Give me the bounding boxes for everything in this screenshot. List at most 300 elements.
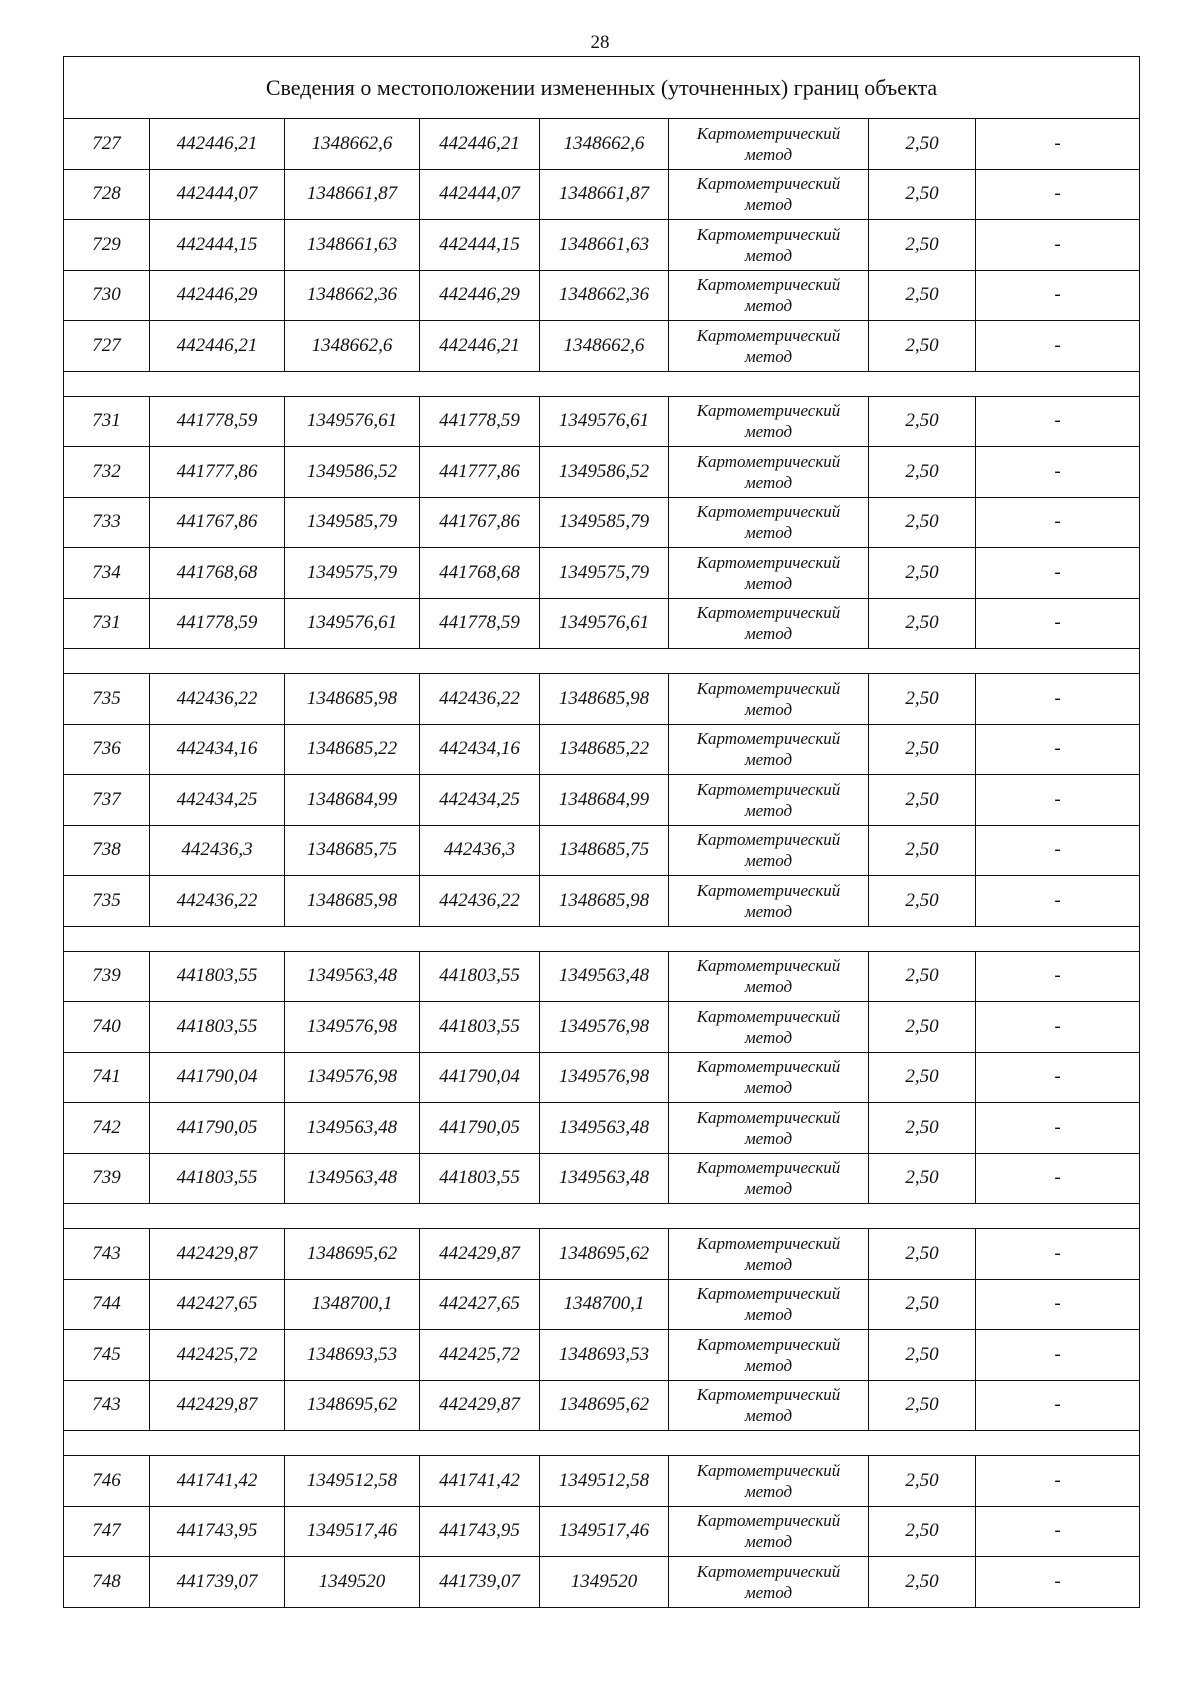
note-cell: -	[976, 1002, 1140, 1053]
group-separator-row	[64, 371, 1140, 396]
refined-x-cell: 442446,21	[420, 321, 540, 372]
point-number-cell: 734	[64, 548, 150, 599]
boundary-coordinates-table	[63, 56, 1140, 1608]
existing-x-cell: 442436,22	[150, 876, 285, 927]
method-line-2: метод	[744, 699, 793, 719]
note-cell: -	[976, 447, 1140, 498]
existing-x-cell: 442444,07	[150, 169, 285, 220]
existing-x-cell: 441778,59	[150, 598, 285, 649]
method-line-2: метод	[744, 296, 793, 316]
refined-x-cell: 442436,22	[420, 876, 540, 927]
existing-y-cell: 1348695,62	[285, 1380, 420, 1431]
point-number-cell: 738	[64, 825, 150, 876]
method-line-1: Картометрический	[696, 1511, 841, 1531]
method-line-2: метод	[744, 1305, 793, 1325]
refined-y-cell: 1348685,75	[540, 825, 669, 876]
existing-y-cell: 1348685,98	[285, 674, 420, 725]
existing-x-cell: 441778,59	[150, 396, 285, 447]
note-cell: -	[976, 119, 1140, 170]
existing-y-cell: 1349585,79	[285, 497, 420, 548]
method-cell	[669, 1153, 869, 1204]
page-number: 28	[590, 32, 610, 53]
accuracy-cell: 2,50	[869, 396, 976, 447]
existing-x-cell: 441767,86	[150, 497, 285, 548]
existing-y-cell: 1349576,61	[285, 396, 420, 447]
accuracy-cell: 2,50	[869, 1002, 976, 1053]
method-cell	[669, 1557, 869, 1608]
method-cell	[669, 220, 869, 271]
method-line-2: метод	[744, 901, 793, 921]
method-line-1: Картометрический	[696, 451, 841, 471]
method-cell	[669, 951, 869, 1002]
point-number-cell: 742	[64, 1103, 150, 1154]
refined-y-cell: 1349563,48	[540, 1153, 669, 1204]
refined-x-cell: 441743,95	[420, 1506, 540, 1557]
note-cell: -	[976, 1380, 1140, 1431]
accuracy-cell: 2,50	[869, 1456, 976, 1507]
existing-y-cell: 1348685,75	[285, 825, 420, 876]
method-line-2: метод	[744, 144, 793, 164]
refined-x-cell: 441790,04	[420, 1052, 540, 1103]
refined-y-cell: 1349575,79	[540, 548, 669, 599]
accuracy-cell: 2,50	[869, 447, 976, 498]
refined-x-cell: 442444,15	[420, 220, 540, 271]
point-number-cell: 727	[64, 119, 150, 170]
existing-x-cell: 441741,42	[150, 1456, 285, 1507]
note-cell: -	[976, 1456, 1140, 1507]
method-cell	[669, 1002, 869, 1053]
table-row	[64, 396, 1140, 447]
note-cell: -	[976, 951, 1140, 1002]
table-row	[64, 169, 1140, 220]
point-number-cell: 730	[64, 270, 150, 321]
table-row	[64, 951, 1140, 1002]
method-line-2: метод	[744, 1532, 793, 1552]
point-number-cell: 736	[64, 724, 150, 775]
method-line-2: метод	[744, 977, 793, 997]
existing-x-cell: 442429,87	[150, 1229, 285, 1280]
table-row	[64, 270, 1140, 321]
refined-x-cell: 442446,21	[420, 119, 540, 170]
accuracy-cell: 2,50	[869, 1506, 976, 1557]
method-cell	[669, 674, 869, 725]
method-line-1: Картометрический	[696, 1158, 841, 1178]
existing-y-cell: 1348685,22	[285, 724, 420, 775]
table-row	[64, 724, 1140, 775]
method-line-2: метод	[744, 1179, 793, 1199]
accuracy-cell: 2,50	[869, 1380, 976, 1431]
note-cell: -	[976, 1103, 1140, 1154]
method-line-2: метод	[744, 1027, 793, 1047]
existing-y-cell: 1349563,48	[285, 951, 420, 1002]
group-separator-row	[64, 926, 1140, 951]
existing-y-cell: 1348693,53	[285, 1330, 420, 1381]
method-line-2: метод	[744, 1355, 793, 1375]
accuracy-cell: 2,50	[869, 1330, 976, 1381]
method-line-2: метод	[744, 245, 793, 265]
note-cell: -	[976, 1052, 1140, 1103]
method-line-1: Картометрический	[696, 1006, 841, 1026]
accuracy-cell: 2,50	[869, 321, 976, 372]
table-row	[64, 876, 1140, 927]
refined-y-cell: 1348685,98	[540, 876, 669, 927]
existing-y-cell: 1349520	[285, 1557, 420, 1608]
group-separator-cell	[64, 649, 1140, 674]
existing-x-cell: 442436,3	[150, 825, 285, 876]
table-row	[64, 1002, 1140, 1053]
accuracy-cell: 2,50	[869, 825, 976, 876]
refined-x-cell: 441768,68	[420, 548, 540, 599]
refined-y-cell: 1348685,22	[540, 724, 669, 775]
refined-x-cell: 441790,05	[420, 1103, 540, 1154]
existing-x-cell: 442427,65	[150, 1279, 285, 1330]
refined-x-cell: 441739,07	[420, 1557, 540, 1608]
method-line-1: Картометрический	[696, 325, 841, 345]
method-line-1: Картометрический	[696, 1460, 841, 1480]
refined-y-cell: 1349585,79	[540, 497, 669, 548]
method-line-1: Картометрический	[696, 123, 841, 143]
accuracy-cell: 2,50	[869, 169, 976, 220]
accuracy-cell: 2,50	[869, 724, 976, 775]
method-cell	[669, 825, 869, 876]
method-cell	[669, 169, 869, 220]
refined-y-cell: 1348685,98	[540, 674, 669, 725]
method-cell	[669, 119, 869, 170]
method-line-2: метод	[744, 422, 793, 442]
method-line-1: Картометрический	[696, 1233, 841, 1253]
accuracy-cell: 2,50	[869, 951, 976, 1002]
point-number-cell: 741	[64, 1052, 150, 1103]
method-line-1: Картометрический	[696, 224, 841, 244]
table-row	[64, 825, 1140, 876]
refined-y-cell: 1348695,62	[540, 1229, 669, 1280]
note-cell: -	[976, 825, 1140, 876]
point-number-cell: 743	[64, 1380, 150, 1431]
method-line-1: Картометрический	[696, 1334, 841, 1354]
refined-y-cell: 1349563,48	[540, 951, 669, 1002]
refined-y-cell: 1348684,99	[540, 775, 669, 826]
refined-y-cell: 1349576,98	[540, 1002, 669, 1053]
accuracy-cell: 2,50	[869, 119, 976, 170]
refined-y-cell: 1348695,62	[540, 1380, 669, 1431]
note-cell: -	[976, 321, 1140, 372]
method-cell	[669, 724, 869, 775]
method-line-1: Картометрический	[696, 1385, 841, 1405]
existing-y-cell: 1349563,48	[285, 1153, 420, 1204]
method-line-2: метод	[744, 195, 793, 215]
point-number-cell: 747	[64, 1506, 150, 1557]
accuracy-cell: 2,50	[869, 497, 976, 548]
note-cell: -	[976, 1279, 1140, 1330]
existing-x-cell: 442434,25	[150, 775, 285, 826]
method-line-2: метод	[744, 1406, 793, 1426]
method-line-2: метод	[744, 1582, 793, 1602]
method-line-1: Картометрический	[696, 401, 841, 421]
table-row	[64, 674, 1140, 725]
method-cell	[669, 1103, 869, 1154]
method-cell	[669, 1279, 869, 1330]
existing-x-cell: 442425,72	[150, 1330, 285, 1381]
refined-x-cell: 441803,55	[420, 951, 540, 1002]
method-line-1: Картометрический	[696, 1057, 841, 1077]
method-cell	[669, 321, 869, 372]
existing-y-cell: 1349576,98	[285, 1002, 420, 1053]
note-cell: -	[976, 1153, 1140, 1204]
group-separator-cell	[64, 1431, 1140, 1456]
refined-x-cell: 442446,29	[420, 270, 540, 321]
table-row	[64, 220, 1140, 271]
method-line-1: Картометрический	[696, 729, 841, 749]
accuracy-cell: 2,50	[869, 598, 976, 649]
existing-x-cell: 441777,86	[150, 447, 285, 498]
method-cell	[669, 775, 869, 826]
group-separator-row	[64, 1204, 1140, 1229]
table-row	[64, 1557, 1140, 1608]
method-line-1: Картометрический	[696, 552, 841, 572]
accuracy-cell: 2,50	[869, 1279, 976, 1330]
existing-y-cell: 1349512,58	[285, 1456, 420, 1507]
table-row	[64, 1153, 1140, 1204]
method-line-1: Картометрический	[696, 779, 841, 799]
method-line-1: Картометрический	[696, 1561, 841, 1581]
refined-x-cell: 442429,87	[420, 1229, 540, 1280]
table-row	[64, 1330, 1140, 1381]
point-number-cell: 740	[64, 1002, 150, 1053]
point-number-cell: 743	[64, 1229, 150, 1280]
accuracy-cell: 2,50	[869, 548, 976, 599]
accuracy-cell: 2,50	[869, 1557, 976, 1608]
point-number-cell: 737	[64, 775, 150, 826]
existing-y-cell: 1348700,1	[285, 1279, 420, 1330]
refined-y-cell: 1349576,61	[540, 598, 669, 649]
existing-y-cell: 1349575,79	[285, 548, 420, 599]
point-number-cell: 745	[64, 1330, 150, 1381]
refined-x-cell: 441803,55	[420, 1153, 540, 1204]
refined-y-cell: 1348662,6	[540, 321, 669, 372]
accuracy-cell: 2,50	[869, 876, 976, 927]
point-number-cell: 728	[64, 169, 150, 220]
table-row	[64, 447, 1140, 498]
method-line-2: метод	[744, 472, 793, 492]
method-cell	[669, 1380, 869, 1431]
method-cell	[669, 1052, 869, 1103]
refined-x-cell: 442444,07	[420, 169, 540, 220]
method-cell	[669, 1506, 869, 1557]
table-title: Сведения о местоположении измененных (уточненных) границ объекта	[64, 57, 1140, 119]
note-cell: -	[976, 876, 1140, 927]
method-line-2: метод	[744, 573, 793, 593]
method-line-2: метод	[744, 750, 793, 770]
refined-x-cell: 441778,59	[420, 598, 540, 649]
table-row	[64, 1103, 1140, 1154]
point-number-cell: 744	[64, 1279, 150, 1330]
existing-x-cell: 441743,95	[150, 1506, 285, 1557]
existing-x-cell: 441790,05	[150, 1103, 285, 1154]
refined-y-cell: 1348662,36	[540, 270, 669, 321]
refined-x-cell: 442425,72	[420, 1330, 540, 1381]
group-separator-cell	[64, 926, 1140, 951]
point-number-cell: 735	[64, 876, 150, 927]
point-number-cell: 731	[64, 598, 150, 649]
method-cell	[669, 1456, 869, 1507]
point-number-cell: 732	[64, 447, 150, 498]
existing-x-cell: 441790,04	[150, 1052, 285, 1103]
method-cell	[669, 497, 869, 548]
refined-y-cell: 1348661,63	[540, 220, 669, 271]
refined-y-cell: 1349520	[540, 1557, 669, 1608]
note-cell: -	[976, 1229, 1140, 1280]
point-number-cell: 739	[64, 1153, 150, 1204]
refined-x-cell: 441803,55	[420, 1002, 540, 1053]
existing-y-cell: 1348684,99	[285, 775, 420, 826]
existing-y-cell: 1349576,61	[285, 598, 420, 649]
method-line-1: Картометрический	[696, 603, 841, 623]
note-cell: -	[976, 220, 1140, 271]
group-separator-cell	[64, 371, 1140, 396]
existing-y-cell: 1348685,98	[285, 876, 420, 927]
table-row	[64, 497, 1140, 548]
method-line-1: Картометрический	[696, 678, 841, 698]
accuracy-cell: 2,50	[869, 270, 976, 321]
existing-x-cell: 442444,15	[150, 220, 285, 271]
group-separator-row	[64, 1431, 1140, 1456]
note-cell: -	[976, 775, 1140, 826]
existing-x-cell: 441803,55	[150, 1002, 285, 1053]
refined-x-cell: 442434,25	[420, 775, 540, 826]
existing-x-cell: 441768,68	[150, 548, 285, 599]
existing-y-cell: 1348695,62	[285, 1229, 420, 1280]
existing-x-cell: 441803,55	[150, 1153, 285, 1204]
point-number-cell: 727	[64, 321, 150, 372]
refined-x-cell: 441777,86	[420, 447, 540, 498]
table-row	[64, 775, 1140, 826]
note-cell: -	[976, 169, 1140, 220]
refined-y-cell: 1349586,52	[540, 447, 669, 498]
method-line-1: Картометрический	[696, 956, 841, 976]
method-cell	[669, 598, 869, 649]
method-cell	[669, 447, 869, 498]
refined-x-cell: 441741,42	[420, 1456, 540, 1507]
existing-y-cell: 1349576,98	[285, 1052, 420, 1103]
point-number-cell: 729	[64, 220, 150, 271]
note-cell: -	[976, 1506, 1140, 1557]
refined-x-cell: 442427,65	[420, 1279, 540, 1330]
note-cell: -	[976, 1557, 1140, 1608]
refined-y-cell: 1349576,98	[540, 1052, 669, 1103]
existing-x-cell: 442429,87	[150, 1380, 285, 1431]
note-cell: -	[976, 674, 1140, 725]
existing-y-cell: 1348662,6	[285, 119, 420, 170]
method-line-1: Картометрический	[696, 1284, 841, 1304]
point-number-cell: 746	[64, 1456, 150, 1507]
method-line-1: Картометрический	[696, 502, 841, 522]
table-row	[64, 119, 1140, 170]
refined-y-cell: 1348662,6	[540, 119, 669, 170]
note-cell: -	[976, 1330, 1140, 1381]
refined-x-cell: 441767,86	[420, 497, 540, 548]
existing-x-cell: 442446,21	[150, 119, 285, 170]
refined-x-cell: 442436,3	[420, 825, 540, 876]
point-number-cell: 733	[64, 497, 150, 548]
method-line-1: Картометрический	[696, 880, 841, 900]
note-cell: -	[976, 598, 1140, 649]
refined-x-cell: 442429,87	[420, 1380, 540, 1431]
refined-y-cell: 1349576,61	[540, 396, 669, 447]
refined-x-cell: 442436,22	[420, 674, 540, 725]
method-cell	[669, 1229, 869, 1280]
method-line-1: Картометрический	[696, 1107, 841, 1127]
method-line-1: Картометрический	[696, 275, 841, 295]
note-cell: -	[976, 396, 1140, 447]
note-cell: -	[976, 724, 1140, 775]
method-cell	[669, 396, 869, 447]
existing-y-cell: 1349563,48	[285, 1103, 420, 1154]
method-line-2: метод	[744, 1078, 793, 1098]
refined-x-cell: 441778,59	[420, 396, 540, 447]
accuracy-cell: 2,50	[869, 775, 976, 826]
group-separator-cell	[64, 1204, 1140, 1229]
refined-y-cell: 1349517,46	[540, 1506, 669, 1557]
method-line-1: Картометрический	[696, 174, 841, 194]
method-cell	[669, 1330, 869, 1381]
refined-y-cell: 1348661,87	[540, 169, 669, 220]
existing-x-cell: 441803,55	[150, 951, 285, 1002]
method-line-2: метод	[744, 523, 793, 543]
table-row	[64, 321, 1140, 372]
point-number-cell: 735	[64, 674, 150, 725]
existing-y-cell: 1348661,63	[285, 220, 420, 271]
existing-y-cell: 1348661,87	[285, 169, 420, 220]
existing-x-cell: 442446,29	[150, 270, 285, 321]
existing-y-cell: 1348662,6	[285, 321, 420, 372]
existing-y-cell: 1348662,36	[285, 270, 420, 321]
table-row	[64, 1052, 1140, 1103]
point-number-cell: 731	[64, 396, 150, 447]
note-cell: -	[976, 497, 1140, 548]
table-row	[64, 1380, 1140, 1431]
refined-y-cell: 1348693,53	[540, 1330, 669, 1381]
existing-x-cell: 441739,07	[150, 1557, 285, 1608]
method-line-2: метод	[744, 1481, 793, 1501]
existing-y-cell: 1349586,52	[285, 447, 420, 498]
accuracy-cell: 2,50	[869, 1229, 976, 1280]
accuracy-cell: 2,50	[869, 220, 976, 271]
method-cell	[669, 876, 869, 927]
table-row	[64, 598, 1140, 649]
method-line-2: метод	[744, 346, 793, 366]
point-number-cell: 739	[64, 951, 150, 1002]
accuracy-cell: 2,50	[869, 1153, 976, 1204]
method-cell	[669, 548, 869, 599]
refined-y-cell: 1349512,58	[540, 1456, 669, 1507]
table-row	[64, 548, 1140, 599]
group-separator-row	[64, 649, 1140, 674]
refined-y-cell: 1348700,1	[540, 1279, 669, 1330]
table-row	[64, 1456, 1140, 1507]
method-line-2: метод	[744, 1254, 793, 1274]
table-row	[64, 1279, 1140, 1330]
method-line-2: метод	[744, 1128, 793, 1148]
existing-y-cell: 1349517,46	[285, 1506, 420, 1557]
refined-y-cell: 1349563,48	[540, 1103, 669, 1154]
method-line-2: метод	[744, 800, 793, 820]
method-line-1: Картометрический	[696, 830, 841, 850]
refined-x-cell: 442434,16	[420, 724, 540, 775]
note-cell: -	[976, 270, 1140, 321]
method-cell	[669, 270, 869, 321]
existing-x-cell: 442434,16	[150, 724, 285, 775]
accuracy-cell: 2,50	[869, 1052, 976, 1103]
